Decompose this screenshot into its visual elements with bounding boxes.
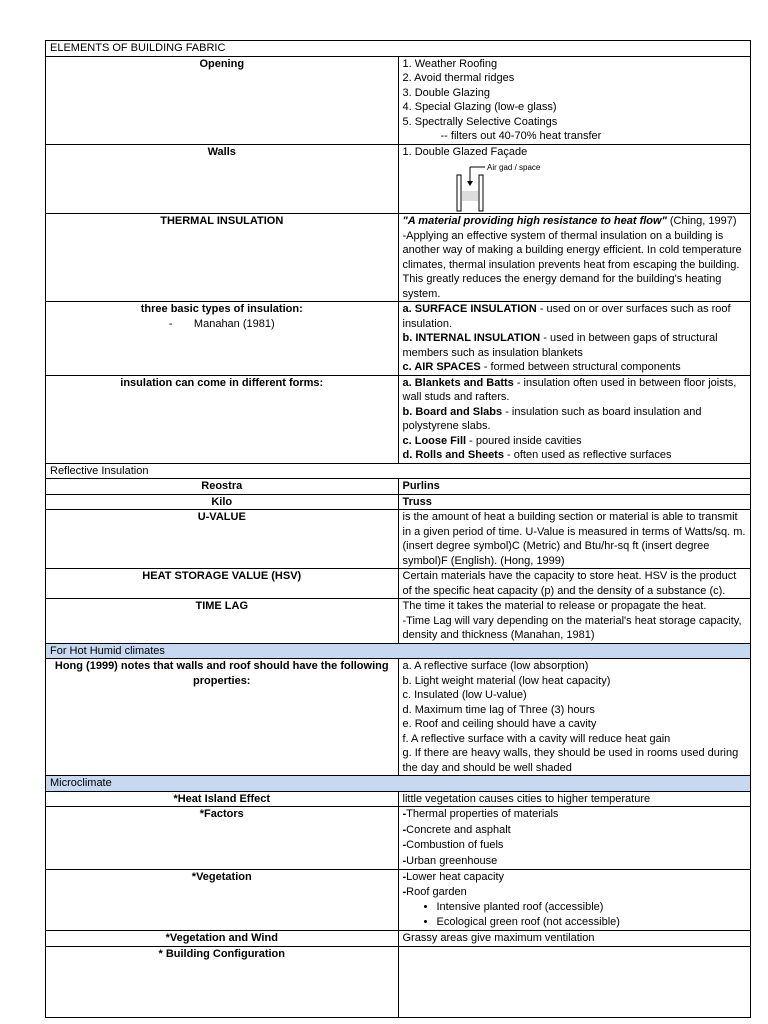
opening-row — [46, 56, 751, 144]
term: a. SURFACE INSULATION — [402, 303, 537, 315]
property-item: b. Light weight material (low heat capacity) — [402, 674, 611, 687]
reostra-value: Purlins — [398, 479, 751, 495]
u-value-text: is the amount of heat a building section or material is able to transmit in a given period of time. U-Value is measured in terms of Watts/sq. m.(insert degree symbol)C (Metric) and Btu/hr-sq ft (insert degree symbol)F (English). (Hong, 1999) — [398, 510, 751, 569]
vegetation-wind-value: Grassy areas give maximum ventilation — [398, 931, 751, 947]
vegetation-item: - Roof garden — [403, 885, 747, 900]
kilo-value: Truss — [398, 494, 751, 510]
walls-label: Walls — [46, 144, 399, 214]
property-item: e. Roof and ceiling should have a cavity — [402, 718, 597, 730]
insulation-forms-row — [46, 375, 751, 463]
time-lag-values — [398, 599, 751, 644]
heat-island-label: *Heat Island Effect — [46, 791, 399, 807]
hsv-label: HEAT STORAGE VALUE (HSV) — [46, 569, 399, 599]
opening-values — [398, 56, 751, 144]
hot-humid-label: Hong (1999) notes that walls and roof should have the following properties: — [46, 659, 399, 776]
walls-row — [46, 144, 751, 214]
property-item: d. Maximum time lag of Three (3) hours — [402, 703, 595, 716]
table-title-row — [46, 41, 751, 57]
insulation-types-values — [398, 302, 751, 376]
factors-label: *Factors — [46, 807, 399, 870]
insulation-type-item — [403, 360, 747, 375]
insulation-types-row — [46, 302, 751, 376]
term: d. Rolls and Sheets — [402, 449, 504, 461]
desc: - often used as reflective surfaces — [503, 449, 672, 461]
definition-citation: (Ching, 1997) — [666, 215, 737, 227]
air-gap-label: Air gad / space — [486, 163, 540, 172]
opening-item: 2. Avoid thermal ridges — [402, 72, 515, 84]
building-fabric-table — [45, 40, 751, 1018]
reostra-row — [46, 479, 751, 495]
sublabel-dash: - — [168, 317, 173, 330]
insulation-types-source: Manahan (1981) — [193, 317, 275, 330]
factors-values — [398, 807, 751, 870]
roof-garden-item: • Ecological green roof (not accessible) — [437, 915, 747, 930]
opening-item: 3. Double Glazing — [402, 86, 490, 99]
heat-island-row — [46, 791, 751, 807]
inner-glass-pane — [479, 175, 483, 211]
opening-label: Opening — [46, 56, 399, 144]
opening-item: 4. Special Glazing (low-e glass) — [402, 101, 557, 113]
u-value-row — [46, 510, 751, 569]
microclimate-heading: Microclimate — [46, 776, 751, 792]
insulation-forms-label: insulation can come in different forms: — [46, 375, 399, 463]
opening-item: 5. Spectrally Selective Coatings — [402, 115, 558, 128]
heat-island-value: little vegetation causes cities to higher temperature — [398, 791, 751, 807]
vegetation-row — [46, 870, 751, 931]
microclimate-heading-row — [46, 776, 751, 792]
desc: - poured inside cavities — [466, 434, 582, 447]
thermal-insulation-label: THERMAL INSULATION — [46, 214, 399, 302]
vegetation-item: - Lower heat capacity — [403, 870, 747, 885]
factor-item: - Thermal properties of materials — [403, 807, 747, 823]
air-gap-fill — [462, 191, 478, 201]
insulation-types-heading: three basic types of insulation: — [140, 303, 303, 315]
hot-humid-row — [46, 659, 751, 776]
factors-row — [46, 807, 751, 870]
thermal-insulation-text: -Applying an effective system of thermal insulation on a building is another way of making a building energy efficient. In cold temperature climates, thermal insulation prevents heat from escaping the building. This greatly reduces the energy demand for the building's heating system. — [402, 229, 742, 300]
hot-humid-heading-row — [46, 643, 751, 659]
walls-values — [398, 144, 751, 214]
thermal-insulation-values — [398, 214, 751, 302]
desc: - used in between gaps of structural members such as insulation blankets — [402, 332, 718, 359]
reflective-insulation-heading: Reflective Insulation — [46, 463, 751, 479]
thermal-insulation-definition — [403, 214, 747, 229]
time-lag-note: -Time Lag will vary depending on the material's heat storage capacity, density and thickness (Manahan, 1981) — [402, 614, 742, 641]
insulation-type-item — [403, 302, 747, 331]
opening-note: -- filters out 40-70% heat transfer — [440, 130, 602, 142]
thermal-insulation-row — [46, 214, 751, 302]
term: b. INTERNAL INSULATION — [402, 332, 541, 344]
time-lag-row — [46, 599, 751, 644]
factor-item: - Concrete and asphalt — [403, 823, 747, 839]
double-glazed-diagram — [453, 161, 573, 213]
kilo-row — [46, 494, 751, 510]
arrow-head — [467, 181, 473, 186]
vegetation-wind-label: *Vegetation and Wind — [46, 931, 399, 947]
property-item: g. If there are heavy walls, they should be used in rooms used during the day and should be well shaded — [402, 747, 739, 774]
building-config-label: * Building Configuration — [46, 946, 399, 1017]
insulation-form-item — [403, 434, 747, 449]
term: c. AIR SPACES — [402, 361, 481, 373]
insulation-types-label — [46, 302, 399, 376]
desc: - insulation such as board insulation and polystyrene slabs. — [402, 405, 702, 432]
opening-item: 1. Weather Roofing — [402, 57, 498, 70]
insulation-forms-values — [398, 375, 751, 463]
factor-item: - Combustion of fuels — [403, 838, 747, 854]
definition-quote: "A material providing high resistance to heat flow" — [402, 215, 667, 227]
hot-humid-heading: For Hot Humid climates — [46, 643, 751, 659]
time-lag-definition: The time it takes the material to release or propagate the heat. — [402, 600, 707, 612]
desc: - insulation often used in between floor joists, wall studs and rafters. — [402, 376, 737, 403]
property-item: f. A reflective surface with a cavity will reduce heat gain — [402, 732, 671, 745]
property-item: c. Insulated (low U-value) — [402, 689, 527, 701]
desc: - formed between structural components — [480, 361, 681, 373]
desc: - used on or over surfaces such as roof insulation. — [402, 303, 731, 330]
building-config-row — [46, 946, 751, 1017]
kilo-label: Kilo — [46, 494, 399, 510]
building-config-value — [398, 946, 751, 1017]
term: c. Loose Fill — [402, 434, 467, 447]
insulation-form-item — [403, 448, 747, 463]
time-lag-label: TIME LAG — [46, 599, 399, 644]
property-item: a. A reflective surface (low absorption) — [402, 660, 589, 672]
outer-glass-pane — [457, 175, 461, 211]
reostra-label: Reostra — [46, 479, 399, 495]
u-value-label: U-VALUE — [46, 510, 399, 569]
vegetation-label: *Vegetation — [46, 870, 399, 931]
hsv-text: Certain materials have the capacity to store heat. HSV is the product of the specific heat capacity (p) and the density of a substance (c). — [398, 569, 751, 599]
hot-humid-values — [398, 659, 751, 776]
roof-garden-item: • Intensive planted roof (accessible) — [437, 900, 747, 915]
roof-garden-list — [403, 900, 747, 930]
insulation-form-item — [403, 376, 747, 405]
factor-item: - Urban greenhouse — [403, 854, 747, 870]
hsv-row — [46, 569, 751, 599]
vegetation-values — [398, 870, 751, 931]
term: b. Board and Slabs — [402, 405, 503, 418]
term: a. Blankets and Batts — [402, 376, 514, 389]
vegetation-wind-row — [46, 931, 751, 947]
walls-item: 1. Double Glazed Façade — [402, 145, 528, 158]
table-title: ELEMENTS OF BUILDING FABRIC — [46, 41, 751, 57]
insulation-type-item — [403, 331, 747, 360]
reflective-insulation-heading-row — [46, 463, 751, 479]
insulation-form-item — [403, 405, 747, 434]
